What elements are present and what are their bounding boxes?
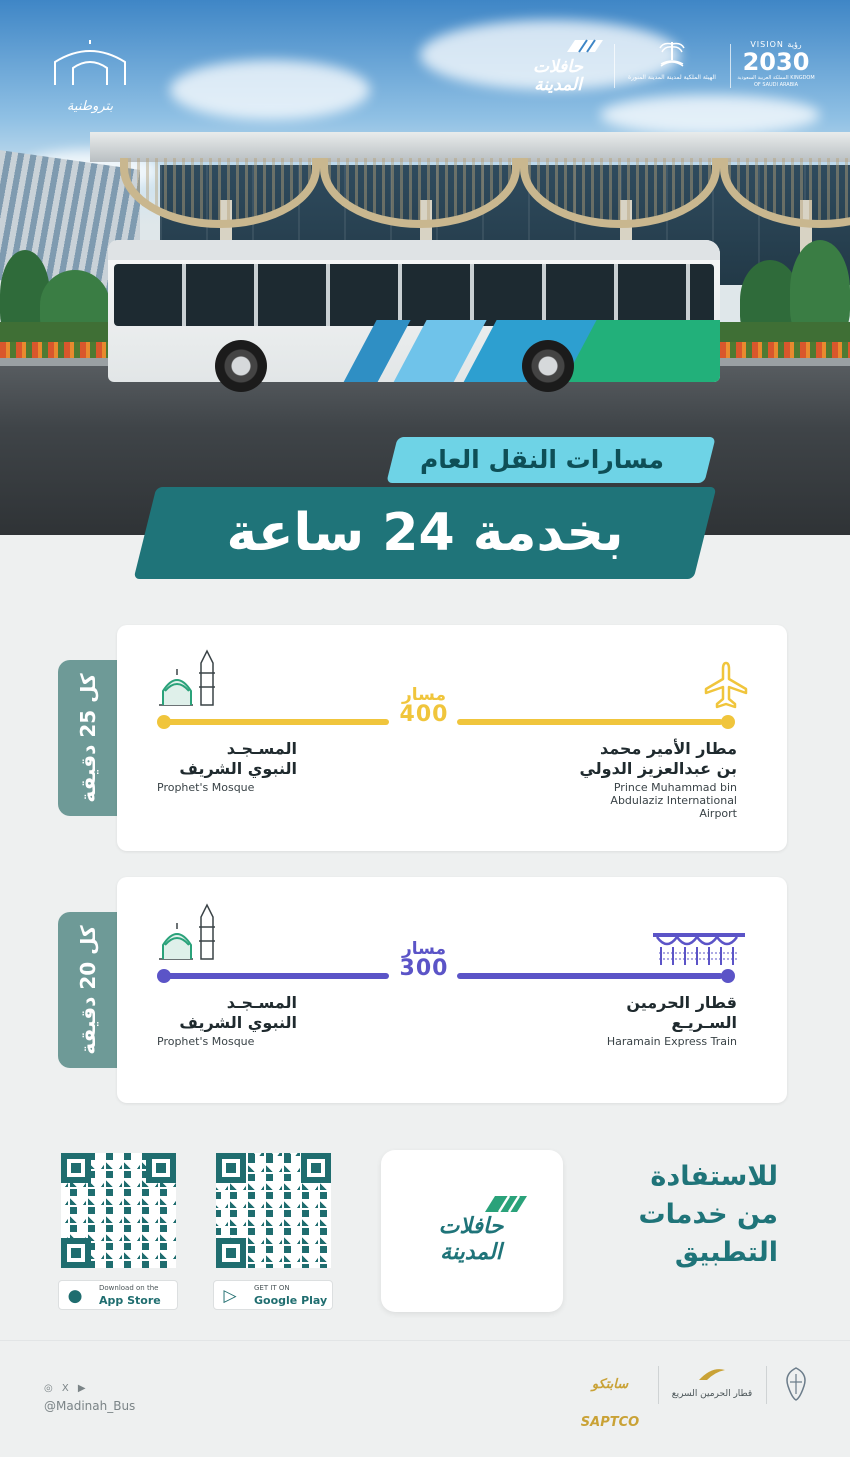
social-icons[interactable]: ◎ X ▶ [44, 1383, 89, 1394]
frequency-text: كل 25 دقيقة [76, 673, 100, 803]
apple-icon: ● [67, 1286, 83, 1306]
stop-mosque-name: المسـجـد النبوي الشريف [179, 993, 297, 1032]
route-start-dot [157, 715, 171, 729]
train-station-icon [651, 927, 747, 967]
route-end-dot [721, 969, 735, 983]
header-divider [730, 44, 731, 88]
frequency-tab-route-400 [58, 660, 118, 816]
route-word: مسار [402, 939, 446, 959]
brand-stripes-icon [481, 1194, 527, 1214]
route-line-right [457, 973, 723, 979]
frequency-tab-route-300 [58, 912, 118, 1068]
footer-divider [0, 1340, 850, 1341]
route-number: 300 [399, 956, 449, 981]
train-wing-icon [697, 1366, 727, 1384]
stop-train-english: Haramain Express Train [606, 1035, 737, 1048]
app-call-to-action: للاستفادة من خدمات التطبيق [638, 1161, 778, 1268]
stop-airport-name: مطار الأمير محمد بن عبدالعزيز الدولي [579, 739, 737, 778]
cloud [600, 95, 820, 135]
vision-2030-logo [736, 40, 816, 89]
frequency-text: كل 20 دقيقة [76, 925, 100, 1055]
route-badge-300 [389, 941, 459, 980]
route-card-300 [117, 877, 787, 1103]
google-play-small-text: GET IT ON [254, 1284, 290, 1292]
bus-wheel [215, 340, 267, 392]
partner-divider [658, 1366, 659, 1404]
bus [108, 240, 720, 382]
route-card-400 [117, 625, 787, 851]
route-line-left [165, 973, 389, 979]
royal-commission-caption: الهيئة الملكية لمدينة المدينة المنورة [628, 74, 716, 81]
brand-logo [510, 38, 606, 94]
gate-icon [45, 40, 135, 95]
stop-mosque-english: Prophet's Mosque [157, 1035, 255, 1048]
app-store-badge[interactable] [58, 1280, 178, 1310]
vision-caption: المملكة العربية السعودية KINGDOM OF SAUDI ARABIA [737, 75, 815, 88]
cloud [170, 60, 370, 120]
stop-mosque-name: المسـجـد النبوي الشريف [179, 739, 297, 778]
bus-wheel [522, 340, 574, 392]
brand-stripes-icon [563, 38, 603, 54]
route-number: 400 [399, 702, 449, 727]
stop-airport-english: Prince Muhammad bin Abdulaziz International Airport [610, 781, 737, 820]
royal-commission-logo [622, 38, 722, 82]
route-badge-400 [389, 687, 459, 726]
brand-name: حافلات المدينة [533, 57, 583, 95]
google-play-label: Google Play [254, 1294, 328, 1307]
google-play-qr-code[interactable] [216, 1153, 331, 1268]
app-store-label: App Store [99, 1294, 161, 1307]
header-divider [614, 44, 615, 88]
airplane-icon [702, 661, 750, 709]
play-icon: ▷ [223, 1286, 237, 1306]
main-title-text: بخدمة 24 ساعة [226, 503, 624, 563]
route-word: مسار [402, 685, 446, 705]
saptco-logo: سابتكو SAPTCO [580, 1377, 640, 1430]
social-handle[interactable]: @Madinah_Bus [44, 1399, 136, 1413]
stop-train-name: قطار الحرمين السـريـع [626, 993, 737, 1032]
app-store-qr-code[interactable] [61, 1153, 176, 1268]
terminal-arches [100, 158, 850, 218]
vision-label: VISION رؤية [750, 40, 802, 49]
madinah-emblem-icon [778, 1364, 814, 1404]
route-start-dot [157, 969, 171, 983]
google-play-badge[interactable] [213, 1280, 333, 1310]
mosque-icon [157, 901, 221, 963]
haramain-train-logo: قطار الحرمين السريع [664, 1366, 760, 1406]
subtitle-text: مسارات النقل العام [419, 445, 665, 474]
left-logo-text: بتروطنية [66, 99, 114, 114]
vision-year: 2030 [742, 48, 810, 76]
route-end-dot [721, 715, 735, 729]
left-emblem-logo [40, 40, 140, 114]
app-name: حافلات المدينة [438, 1214, 504, 1265]
route-line-right [457, 719, 723, 725]
app-icon-tile[interactable] [381, 1150, 563, 1312]
stop-mosque-english: Prophet's Mosque [157, 781, 255, 794]
palm-swords-icon [657, 38, 687, 70]
mosque-icon [157, 647, 221, 709]
route-line-left [165, 719, 389, 725]
partner-divider [766, 1366, 767, 1404]
app-store-small-text: Download on the [99, 1284, 159, 1292]
